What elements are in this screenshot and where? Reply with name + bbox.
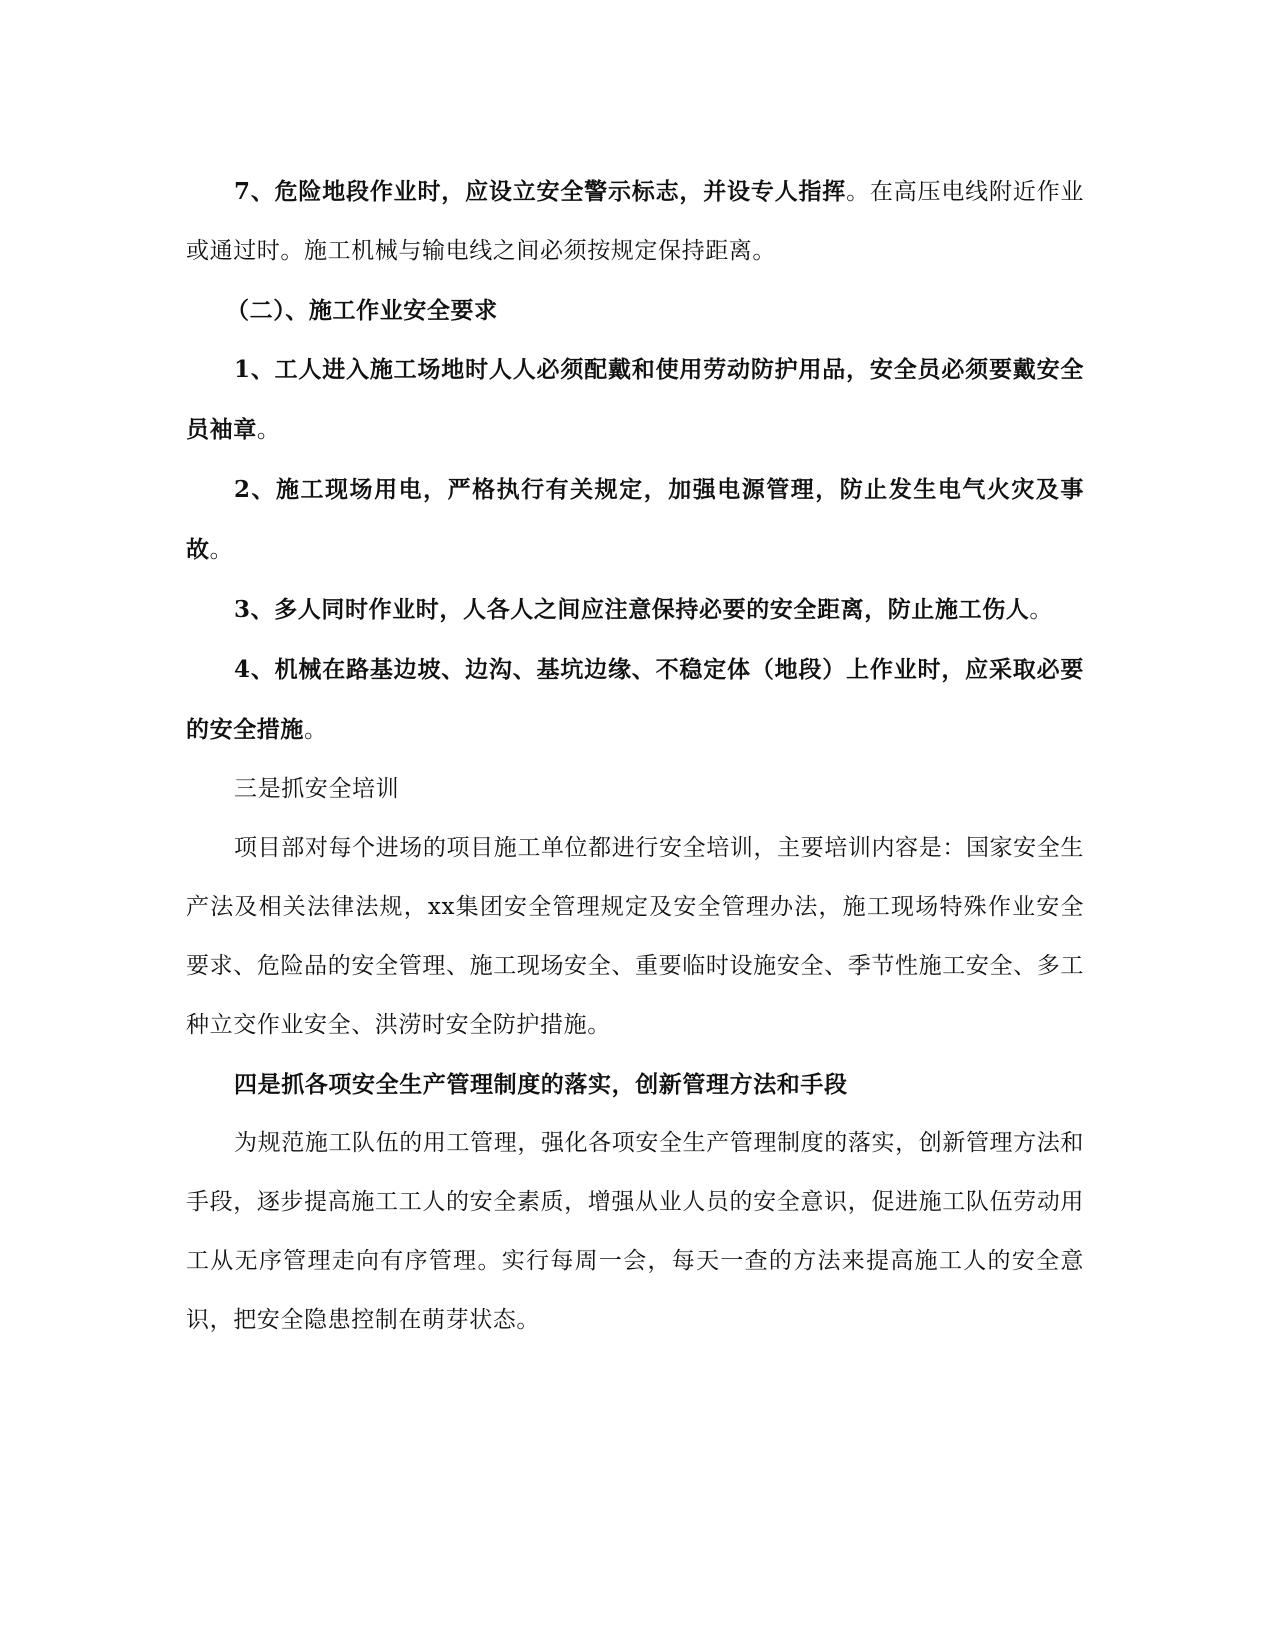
paragraph-item-3 <box>186 580 1084 640</box>
paragraph-item-3-end: 。 <box>1029 597 1054 623</box>
paragraph-item-7-text: 。在高压电线附近作业或通过时。施工机械与输电线之间必须按规定保持距离。 <box>186 179 1084 264</box>
paragraph-item-1-bold: 1、工人进入施工场地时人人必须配戴和使用劳动防护用品，安全员必须要戴安全员袖章 <box>186 356 1084 443</box>
paragraph-item-4 <box>186 640 1084 760</box>
paragraph-training: 项目部对每个进场的项目施工单位都进行安全培训，主要培训内容是：国家安全生产法及相关法律法规，xx集团安全管理规定及安全管理办法，施工现场特殊作业安全要求、危险品的安全管理、施工现场安全、重要临时设施安全、季节性施工安全、多工种立交作业安全、洪涝时安全防护措施。 <box>186 835 1084 1038</box>
paragraph-item-1-end: 。 <box>256 417 281 443</box>
paragraph-item-2-end: 。 <box>209 537 234 563</box>
document-page <box>186 162 1084 1350</box>
paragraph-management: 为规范施工队伍的用工管理，强化各项安全生产管理制度的落实，创新管理方法和手段，逐步提高施工工人的安全素质，增强从业人员的安全意识，促进施工队伍劳动用工从无序管理走向有序管理。实行每周一会，每天一查的方法来提高施工人的安全意识，把安全隐患控制在萌芽状态。 <box>186 1130 1084 1333</box>
paragraph-item-4-end: 。 <box>304 717 328 743</box>
section-heading-4: 四是抓各项安全生产管理制度的落实，创新管理方法和手段 <box>234 1071 848 1098</box>
paragraph-item-3-bold: 3、多人同时作业时，人各人之间应注意保持必要的安全距离，防止施工伤人 <box>234 596 1030 623</box>
paragraph-item-7 <box>186 162 1084 281</box>
paragraph-item-4-bold: 4、机械在路基边坡、边沟、基坑边缘、不稳定体（地段）上作业时，应采取必要的安全措施 <box>186 656 1084 743</box>
section-heading-2: （二）、施工作业安全要求 <box>226 297 498 324</box>
paragraph-item-7-bold: 7、危险地段作业时，应设立安全警示标志，并设专人指挥 <box>234 178 847 205</box>
paragraph-item-2 <box>186 460 1084 580</box>
section-heading-3: 三是抓安全培训 <box>234 776 400 802</box>
paragraph-item-1 <box>186 340 1084 460</box>
paragraph-item-2-bold: 2、施工现场用电，严格执行有关规定，加强电源管理，防止发生电气火灾及事故 <box>186 476 1084 563</box>
